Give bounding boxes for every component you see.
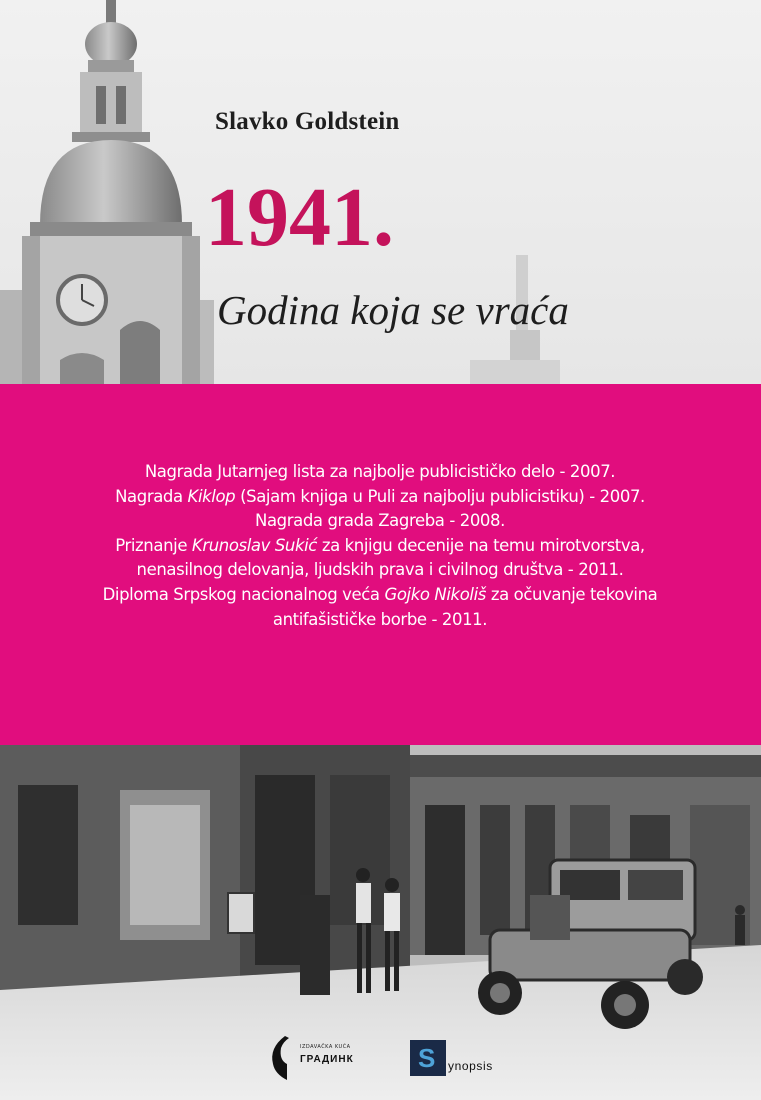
book-subtitle: Godina koja se vraća <box>217 287 569 333</box>
award-line <box>30 583 730 608</box>
award-line <box>30 460 730 485</box>
publisher-name: ГРАДИНК <box>300 1054 354 1065</box>
author-name: Slavko Goldstein <box>215 108 400 135</box>
award-text: za očuvanje tekovina <box>485 584 658 604</box>
award-text: antifašističke borbe - 2011. <box>272 609 488 629</box>
award-line <box>30 485 730 510</box>
award-line <box>30 608 730 633</box>
synopsis-initial: S <box>418 1043 436 1073</box>
award-text: Nagrada Jutarnjeg lista za najbolje publicističko delo - 2007. <box>144 462 616 481</box>
award-text: nenasilnog delovanja, ljudskih prava i civilnog društva - 2011. <box>136 560 624 580</box>
award-text: Nagrada grada Zagreba - 2008. <box>255 511 505 531</box>
book-title-year: 1941. <box>205 171 394 264</box>
publisher-logo-gradink <box>265 1034 395 1082</box>
publisher-logo-synopsis <box>410 1040 550 1080</box>
award-line <box>30 558 730 583</box>
synopsis-name: ynopsis <box>448 1059 493 1073</box>
award-line <box>30 509 730 534</box>
award-text: (Sajam knjiga u Puli za najbolju publicistiku) - 2007. <box>235 486 645 506</box>
award-name-italic: Krunoslav Sukić <box>191 535 317 555</box>
publisher-prefix: IZDAVAČKA KUĆA <box>300 1044 351 1050</box>
award-line <box>30 534 730 559</box>
award-name-italic: Gojko Nikoliš <box>384 584 486 604</box>
award-text: Priznanje <box>115 535 192 555</box>
award-name-italic: Kiklop <box>187 486 236 506</box>
awards-list <box>30 460 730 632</box>
publisher-logo-icon <box>265 1034 299 1082</box>
award-text: Nagrada <box>115 486 188 506</box>
award-text: Diploma Srpskog nacionalnog veća <box>102 584 385 604</box>
award-text: za knjigu decenije na temu mirotvorstva, <box>316 535 645 555</box>
